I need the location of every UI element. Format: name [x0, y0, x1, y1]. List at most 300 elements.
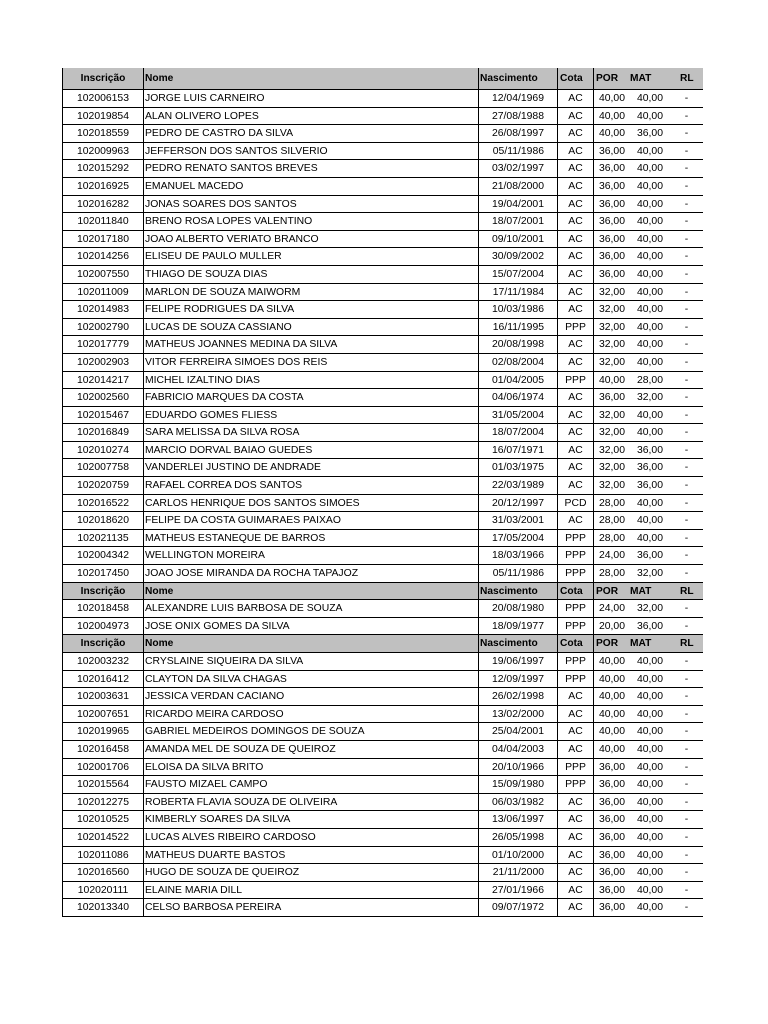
cell-rl: - [684, 145, 689, 157]
cell-cota: PPP [557, 547, 593, 564]
cell-por: 36,00 [593, 196, 630, 213]
cell-por: 40,00 [593, 706, 630, 723]
cell-nascimento: 09/10/2001 [478, 231, 557, 248]
table-row [62, 512, 703, 530]
cell-por: 36,00 [593, 266, 630, 283]
cell-mat: 40,00 [636, 110, 663, 122]
cell-inscricao: 102014522 [62, 829, 143, 846]
cell-por: 32,00 [593, 477, 630, 494]
cell-nome: JOSE ONIX GOMES DA SILVA [143, 618, 478, 635]
cell-por: 32,00 [593, 354, 630, 371]
cell-cota: AC [557, 424, 593, 441]
cell-inscricao: 102012275 [62, 794, 143, 811]
cell-cota: AC [557, 706, 593, 723]
cell-nascimento: 13/06/1997 [478, 811, 557, 828]
cell-cota: AC [557, 741, 593, 758]
cell-nascimento: 02/08/2004 [478, 354, 557, 371]
cell-mat: 40,00 [636, 216, 663, 228]
cell-rl: - [684, 691, 689, 703]
cell-mat: 40,00 [636, 849, 663, 861]
table-row [62, 811, 703, 829]
cell-cota: AC [557, 794, 593, 811]
header-nascimento: Nascimento [478, 68, 557, 89]
table-row [62, 319, 703, 337]
cell-nascimento: 12/09/1997 [478, 671, 557, 688]
cell-nascimento: 17/05/2004 [478, 530, 557, 547]
table-row [62, 442, 703, 460]
cell-inscricao: 102010274 [62, 442, 143, 459]
cell-nascimento: 19/06/1997 [478, 653, 557, 670]
cell-rl: - [684, 339, 689, 351]
cell-mat: 32,00 [636, 568, 663, 580]
header-inscricao: Inscrição [62, 635, 143, 652]
cell-rl: - [684, 550, 689, 562]
cell-nome: FABRICIO MARQUES DA COSTA [143, 389, 478, 406]
cell-nome: ROBERTA FLAVIA SOUZA DE OLIVEIRA [143, 794, 478, 811]
cell-mat: 40,00 [636, 779, 663, 791]
cell-por: 36,00 [593, 178, 630, 195]
cell-rl: - [684, 902, 689, 914]
cell-rl: - [684, 286, 689, 298]
cell-por: 24,00 [593, 547, 630, 564]
cell-inscricao: 102011840 [62, 213, 143, 230]
table-row [62, 424, 703, 442]
header-nome: Nome [143, 68, 478, 89]
cell-nome: JOAO ALBERTO VERIATO BRANCO [143, 231, 478, 248]
cell-por: 36,00 [593, 248, 630, 265]
cell-nome: BRENO ROSA LOPES VALENTINO [143, 213, 478, 230]
cell-inscricao: 102011086 [62, 847, 143, 864]
cell-nome: ALEXANDRE LUIS BARBOSA DE SOUZA [143, 600, 478, 617]
cell-nome: EMANUEL MACEDO [143, 178, 478, 195]
cell-cota: PPP [557, 618, 593, 635]
cell-rl: - [684, 198, 689, 210]
table-row [62, 125, 703, 143]
cell-por: 24,00 [593, 600, 630, 617]
cell-nascimento: 27/01/1966 [478, 882, 557, 899]
cell-rl: - [684, 216, 689, 228]
table-row [62, 688, 703, 706]
cell-inscricao: 102020759 [62, 477, 143, 494]
cell-nome: AMANDA MEL DE SOUZA DE QUEIROZ [143, 741, 478, 758]
cell-nome: PEDRO DE CASTRO DA SILVA [143, 125, 478, 142]
cell-inscricao: 102002790 [62, 319, 143, 336]
cell-cota: AC [557, 811, 593, 828]
cell-nome: MICHEL IZALTINO DIAS [143, 372, 478, 389]
cell-por: 32,00 [593, 459, 630, 476]
header-rl: RL [680, 73, 694, 84]
cell-nome: EDUARDO GOMES FLIESS [143, 407, 478, 424]
cell-mat: 40,00 [636, 145, 663, 157]
table-row [62, 196, 703, 214]
table-row [62, 284, 703, 302]
cell-mat: 36,00 [636, 620, 663, 632]
cell-cota: PPP [557, 600, 593, 617]
cell-nascimento: 05/11/1986 [478, 143, 557, 160]
cell-inscricao: 102004342 [62, 547, 143, 564]
cell-cota: AC [557, 847, 593, 864]
table-row [62, 671, 703, 689]
cell-cota: AC [557, 248, 593, 265]
cell-mat: 40,00 [636, 321, 663, 333]
cell-por: 32,00 [593, 407, 630, 424]
cell-rl: - [684, 480, 689, 492]
cell-por: 40,00 [593, 671, 630, 688]
cell-nome: HUGO DE SOUZA DE QUEIROZ [143, 864, 478, 881]
cell-nascimento: 16/11/1995 [478, 319, 557, 336]
cell-por: 32,00 [593, 301, 630, 318]
table-row [62, 231, 703, 249]
cell-mat: 32,00 [636, 392, 663, 404]
cell-inscricao: 102016458 [62, 741, 143, 758]
cell-inscricao: 102003631 [62, 688, 143, 705]
cell-rl: - [684, 532, 689, 544]
cell-por: 28,00 [593, 530, 630, 547]
cell-por: 20,00 [593, 618, 630, 635]
cell-inscricao: 102002903 [62, 354, 143, 371]
cell-mat: 40,00 [636, 233, 663, 245]
table-row [62, 160, 703, 178]
cell-mat: 36,00 [636, 462, 663, 474]
cell-nome: ELOISA DA SILVA BRITO [143, 759, 478, 776]
cell-mat: 32,00 [636, 603, 663, 615]
cell-rl: - [684, 867, 689, 879]
cell-inscricao: 102016849 [62, 424, 143, 441]
cell-nascimento: 09/07/1972 [478, 899, 557, 916]
cell-por: 36,00 [593, 899, 630, 916]
header-nascimento: Nascimento [478, 583, 557, 600]
cell-mat: 40,00 [636, 497, 663, 509]
cell-rl: - [684, 761, 689, 773]
cell-cota: PPP [557, 653, 593, 670]
cell-nascimento: 15/09/1980 [478, 776, 557, 793]
cell-rl: - [684, 673, 689, 685]
cell-mat: 40,00 [636, 532, 663, 544]
cell-mat: 40,00 [636, 726, 663, 738]
cell-mat: 40,00 [636, 163, 663, 175]
cell-mat: 40,00 [636, 656, 663, 667]
cell-por: 40,00 [593, 372, 630, 389]
cell-mat: 40,00 [636, 427, 663, 439]
cell-nome: MATHEUS DUARTE BASTOS [143, 847, 478, 864]
cell-nascimento: 10/03/1986 [478, 301, 557, 318]
cell-rl: - [684, 779, 689, 791]
cell-cota: AC [557, 864, 593, 881]
header-cota: Cota [557, 635, 593, 652]
cell-inscricao: 102020111 [62, 882, 143, 899]
table-row [62, 459, 703, 477]
cell-nascimento: 30/09/2002 [478, 248, 557, 265]
cell-rl: - [684, 603, 689, 615]
cell-inscricao: 102007651 [62, 706, 143, 723]
cell-nome: SARA MELISSA DA SILVA ROSA [143, 424, 478, 441]
cell-por: 36,00 [593, 882, 630, 899]
table-row [62, 354, 703, 372]
header-por: POR [593, 635, 630, 652]
cell-por: 36,00 [593, 759, 630, 776]
cell-por: 40,00 [593, 688, 630, 705]
cell-nome: JESSICA VERDAN CACIANO [143, 688, 478, 705]
cell-mat: 40,00 [636, 515, 663, 527]
cell-cota: AC [557, 196, 593, 213]
table-row [62, 389, 703, 407]
table-row [62, 90, 703, 108]
table-row [62, 178, 703, 196]
table-row [62, 372, 703, 390]
cell-nascimento: 18/07/2001 [478, 213, 557, 230]
cell-rl: - [684, 568, 689, 580]
cell-rl: - [684, 620, 689, 632]
table-row [62, 899, 703, 917]
cell-por: 40,00 [593, 108, 630, 125]
cell-rl: - [684, 884, 689, 896]
table-row [62, 794, 703, 812]
cell-cota: AC [557, 301, 593, 318]
cell-mat: 40,00 [636, 339, 663, 351]
cell-nome: WELLINGTON MOREIRA [143, 547, 478, 564]
cell-rl: - [684, 656, 689, 667]
cell-cota: AC [557, 178, 593, 195]
cell-nome: JONAS SOARES DOS SANTOS [143, 196, 478, 213]
cell-rl: - [684, 796, 689, 808]
cell-inscricao: 102016282 [62, 196, 143, 213]
cell-nome: CELSO BARBOSA PEREIRA [143, 899, 478, 916]
cell-rl: - [684, 726, 689, 738]
cell-por: 40,00 [593, 741, 630, 758]
cell-mat: 40,00 [636, 761, 663, 773]
cell-cota: AC [557, 213, 593, 230]
cell-inscricao: 102021135 [62, 530, 143, 547]
cell-por: 36,00 [593, 794, 630, 811]
table-row [62, 530, 703, 548]
cell-cota: AC [557, 284, 593, 301]
table-row [62, 723, 703, 741]
cell-nome: PEDRO RENATO SANTOS BREVES [143, 160, 478, 177]
table-row [62, 495, 703, 513]
cell-cota: AC [557, 354, 593, 371]
cell-mat: 28,00 [636, 374, 663, 386]
cell-nascimento: 03/02/1997 [478, 160, 557, 177]
cell-mat: 40,00 [636, 180, 663, 192]
header-inscricao: Inscrição [62, 68, 143, 89]
cell-nome: VITOR FERREIRA SIMOES DOS REIS [143, 354, 478, 371]
cell-cota: PPP [557, 530, 593, 547]
cell-cota: AC [557, 442, 593, 459]
header-nome: Nome [143, 583, 478, 600]
cell-mat: 36,00 [636, 480, 663, 492]
table-row [62, 776, 703, 794]
cell-nascimento: 25/04/2001 [478, 723, 557, 740]
cell-nascimento: 20/08/1998 [478, 336, 557, 353]
cell-rl: - [684, 374, 689, 386]
cell-nome: MATHEUS ESTANEQUE DE BARROS [143, 530, 478, 547]
cell-cota: PCD [557, 495, 593, 512]
cell-por: 36,00 [593, 389, 630, 406]
table-row [62, 565, 703, 583]
cell-nome: MARCIO DORVAL BAIAO GUEDES [143, 442, 478, 459]
cell-nome: RICARDO MEIRA CARDOSO [143, 706, 478, 723]
cell-nascimento: 31/03/2001 [478, 512, 557, 529]
cell-nascimento: 18/03/1966 [478, 547, 557, 564]
cell-por: 28,00 [593, 565, 630, 582]
cell-nascimento: 17/11/1984 [478, 284, 557, 301]
cell-por: 36,00 [593, 829, 630, 846]
cell-inscricao: 102006153 [62, 90, 143, 107]
cell-nome: MATHEUS JOANNES MEDINA DA SILVA [143, 336, 478, 353]
cell-mat: 40,00 [636, 356, 663, 368]
cell-cota: AC [557, 899, 593, 916]
cell-inscricao: 102003232 [62, 653, 143, 670]
header-nascimento: Nascimento [478, 635, 557, 652]
header-nome: Nome [143, 635, 478, 652]
cell-cota: AC [557, 512, 593, 529]
cell-nascimento: 26/08/1997 [478, 125, 557, 142]
header-por: POR [593, 583, 630, 600]
cell-cota: PPP [557, 372, 593, 389]
table-row [62, 108, 703, 126]
cell-nascimento: 22/03/1989 [478, 477, 557, 494]
cell-rl: - [684, 163, 689, 175]
table-row [62, 336, 703, 354]
cell-cota: PPP [557, 565, 593, 582]
cell-nome: FELIPE DA COSTA GUIMARAES PAIXAO [143, 512, 478, 529]
cell-mat: 40,00 [636, 268, 663, 280]
cell-nome: KIMBERLY SOARES DA SILVA [143, 811, 478, 828]
results-table [62, 68, 703, 917]
cell-por: 36,00 [593, 143, 630, 160]
cell-mat: 40,00 [636, 673, 663, 685]
cell-mat: 40,00 [636, 708, 663, 720]
cell-inscricao: 102019965 [62, 723, 143, 740]
cell-rl: - [684, 321, 689, 333]
cell-nascimento: 01/04/2005 [478, 372, 557, 389]
cell-nascimento: 18/09/1977 [478, 618, 557, 635]
table-header-row [62, 583, 703, 601]
cell-nome: LUCAS DE SOUZA CASSIANO [143, 319, 478, 336]
cell-mat: 40,00 [636, 796, 663, 808]
cell-nome: FELIPE RODRIGUES DA SILVA [143, 301, 478, 318]
cell-inscricao: 102004973 [62, 618, 143, 635]
cell-nascimento: 13/02/2000 [478, 706, 557, 723]
cell-por: 36,00 [593, 160, 630, 177]
cell-inscricao: 102016522 [62, 495, 143, 512]
cell-nascimento: 18/07/2004 [478, 424, 557, 441]
cell-inscricao: 102018559 [62, 125, 143, 142]
cell-cota: AC [557, 108, 593, 125]
cell-nascimento: 21/08/2000 [478, 178, 557, 195]
header-mat: MAT [630, 585, 652, 597]
cell-mat: 40,00 [636, 93, 663, 104]
table-row [62, 882, 703, 900]
cell-nascimento: 16/07/1971 [478, 442, 557, 459]
cell-nome: GABRIEL MEDEIROS DOMINGOS DE SOUZA [143, 723, 478, 740]
cell-por: 36,00 [593, 231, 630, 248]
cell-cota: AC [557, 688, 593, 705]
cell-nascimento: 20/12/1997 [478, 495, 557, 512]
cell-rl: - [684, 515, 689, 527]
cell-mat: 40,00 [636, 198, 663, 210]
cell-rl: - [684, 708, 689, 720]
cell-rl: - [684, 128, 689, 140]
cell-cota: PPP [557, 759, 593, 776]
cell-por: 32,00 [593, 319, 630, 336]
cell-por: 40,00 [593, 653, 630, 670]
cell-inscricao: 102017180 [62, 231, 143, 248]
cell-nascimento: 20/08/1980 [478, 600, 557, 617]
cell-por: 28,00 [593, 512, 630, 529]
cell-mat: 40,00 [636, 286, 663, 298]
cell-mat: 36,00 [636, 128, 663, 140]
cell-inscricao: 102007550 [62, 266, 143, 283]
cell-cota: AC [557, 459, 593, 476]
cell-mat: 36,00 [636, 444, 663, 456]
cell-inscricao: 102009963 [62, 143, 143, 160]
cell-nome: ELISEU DE PAULO MULLER [143, 248, 478, 265]
cell-nome: VANDERLEI JUSTINO DE ANDRADE [143, 459, 478, 476]
cell-nascimento: 15/07/2004 [478, 266, 557, 283]
table-header-row [62, 635, 703, 653]
table-row [62, 847, 703, 865]
cell-cota: AC [557, 336, 593, 353]
table-row [62, 301, 703, 319]
table-row [62, 407, 703, 425]
header-mat: MAT [630, 638, 652, 650]
table-row [62, 759, 703, 777]
cell-rl: - [684, 251, 689, 263]
cell-rl: - [684, 743, 689, 755]
cell-por: 36,00 [593, 213, 630, 230]
header-mat: MAT [630, 73, 652, 84]
table-row [62, 547, 703, 565]
cell-rl: - [684, 427, 689, 439]
cell-rl: - [684, 849, 689, 861]
header-rl: RL [680, 585, 694, 597]
cell-cota: AC [557, 266, 593, 283]
table-row [62, 741, 703, 759]
cell-inscricao: 102002560 [62, 389, 143, 406]
table-row [62, 248, 703, 266]
cell-nascimento: 26/02/1998 [478, 688, 557, 705]
cell-por: 32,00 [593, 284, 630, 301]
cell-por: 36,00 [593, 776, 630, 793]
cell-mat: 40,00 [636, 814, 663, 826]
cell-rl: - [684, 497, 689, 509]
cell-por: 28,00 [593, 495, 630, 512]
table-row [62, 829, 703, 847]
cell-por: 32,00 [593, 336, 630, 353]
cell-nome: THIAGO DE SOUZA DIAS [143, 266, 478, 283]
table-row [62, 864, 703, 882]
cell-cota: AC [557, 231, 593, 248]
cell-por: 40,00 [593, 125, 630, 142]
cell-nascimento: 12/04/1969 [478, 90, 557, 107]
cell-rl: - [684, 180, 689, 192]
cell-nascimento: 27/08/1988 [478, 108, 557, 125]
cell-rl: - [684, 392, 689, 404]
cell-nascimento: 19/04/2001 [478, 196, 557, 213]
cell-nome: JOAO JOSE MIRANDA DA ROCHA TAPAJOZ [143, 565, 478, 582]
cell-nascimento: 06/03/1982 [478, 794, 557, 811]
header-por: POR [593, 68, 630, 89]
cell-inscricao: 102014217 [62, 372, 143, 389]
cell-mat: 40,00 [636, 831, 663, 843]
cell-rl: - [684, 444, 689, 456]
cell-rl: - [684, 814, 689, 826]
cell-nascimento: 04/04/2003 [478, 741, 557, 758]
cell-mat: 40,00 [636, 691, 663, 703]
cell-por: 36,00 [593, 847, 630, 864]
cell-rl: - [684, 268, 689, 280]
